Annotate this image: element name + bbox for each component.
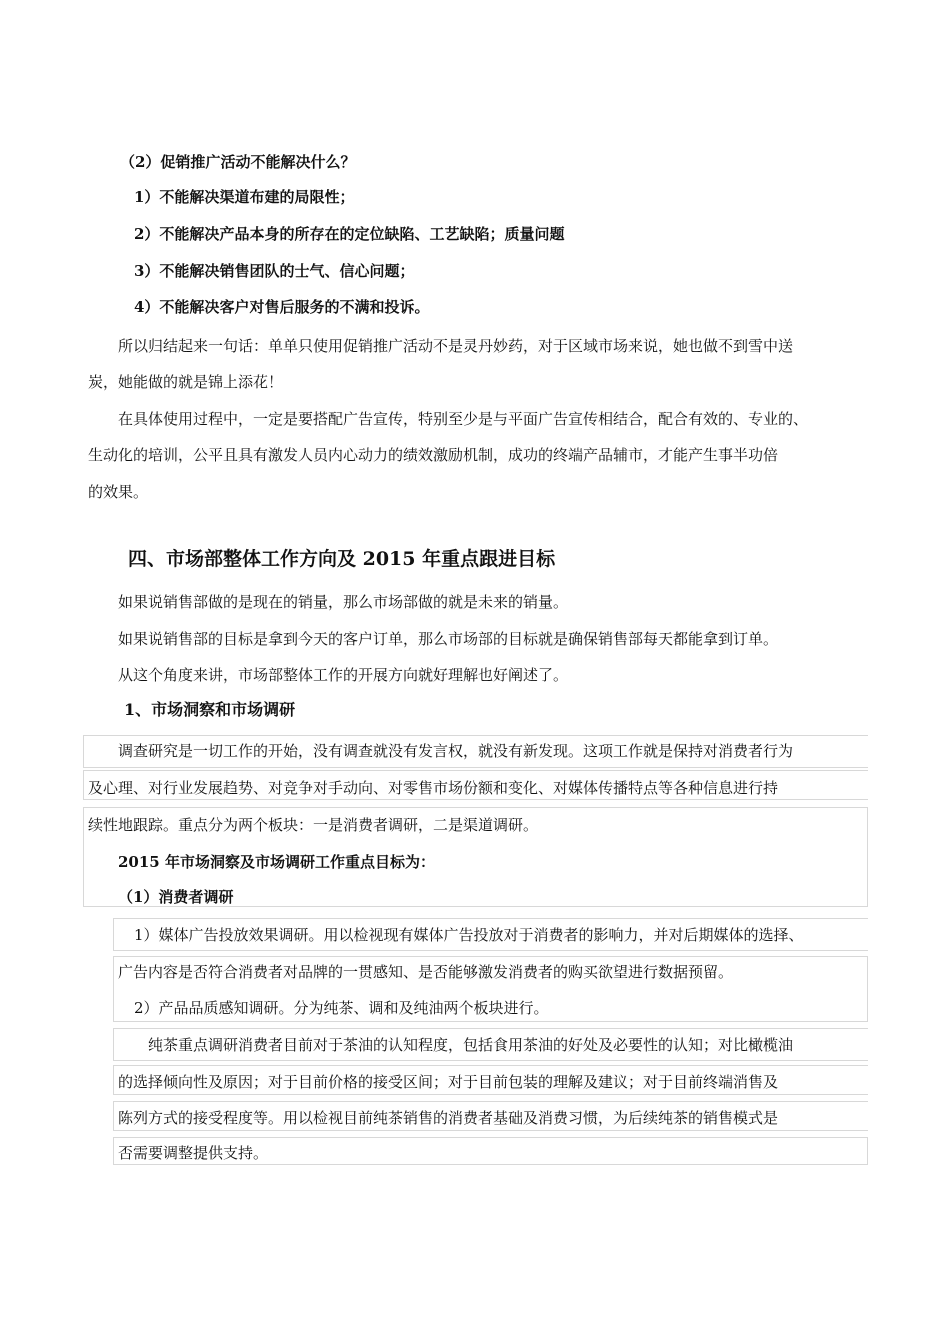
paragraph-line: 如果说销售部的目标是拿到今天的客户订单，那么市场部的目标就是确保销售部每天都能拿到订单。: [118, 630, 779, 648]
section-heading: 四、市场部整体工作方向及 2015 年重点跟进目标: [128, 548, 556, 570]
paragraph-line: 调查研究是一切工作的开始，没有调查就没有发言权，就没有新发现。这项工作就是保持对消费者行为: [118, 742, 794, 760]
paragraph-line: 否需要调整提供支持。: [118, 1144, 269, 1162]
subsection-heading: 1、市场洞察和市场调研: [124, 700, 296, 719]
paragraph-line: 纯茶重点调研消费者目前对于茶油的认知程度，包括食用茶油的好处及必要性的认知；对比橄榄油: [148, 1036, 794, 1054]
paragraph-line: 如果说销售部做的是现在的销量，那么市场部做的就是未来的销量。: [118, 593, 569, 611]
paragraph-line: 的效果。: [88, 483, 149, 501]
paragraph-line: 的选择倾向性及原因；对于目前价格的接受区间；对于目前包装的理解及建议；对于目前终端消售及: [118, 1073, 779, 1091]
paragraph-line: 2）产品品质感知调研。分为纯茶、调和及纯油两个板块进行。: [134, 999, 549, 1017]
list-item: 4）不能解决客户对售后服务的不满和投诉。: [134, 298, 430, 316]
paragraph-line: 所以归结起来一句话：单单只使用促销推广活动不是灵丹妙药，对于区域市场来说，她也做不到雪中送: [118, 337, 794, 355]
question-heading: （2）促销推广活动不能解决什么？: [120, 153, 356, 171]
paragraph-line: 炭，她能做的就是锦上添花！: [88, 373, 284, 391]
paragraph-line: 从这个角度来讲，市场部整体工作的开展方向就好理解也好阐述了。: [118, 666, 569, 684]
paragraph-line: 及心理、对行业发展趋势、对竞争对手动向、对零售市场份额和变化、对媒体传播特点等各种信息进行持: [88, 779, 779, 797]
list-item: 1）不能解决渠道布建的局限性；: [134, 188, 355, 206]
paragraph-line: 1）媒体广告投放效果调研。用以检视现有媒体广告投放对于消费者的影响力，并对后期媒体的选择、: [134, 926, 804, 944]
paragraph-line: 陈列方式的接受程度等。用以检视目前纯茶销售的消费者基础及消费习惯，为后续纯茶的销售模式是: [118, 1109, 779, 1127]
paragraph-line: 广告内容是否符合消费者对品牌的一贯感知、是否能够激发消费者的购买欲望进行数据预留。: [118, 963, 734, 981]
paragraph-line: 在具体使用过程中，一定是要搭配广告宣传，特别至少是与平面广告宣传相结合，配合有效的、专业的、: [118, 410, 809, 428]
paragraph-line: 生动化的培训，公平且具有激发人员内心动力的绩效激励机制，成功的终端产品辅市，才能产生事半功倍: [88, 446, 779, 464]
consumer-heading: （1）消费者调研: [118, 888, 234, 906]
list-item: 2）不能解决产品本身的所存在的定位缺陷、工艺缺陷；质量问题: [134, 225, 565, 243]
list-item: 3）不能解决销售团队的士气、信心问题；: [134, 262, 415, 280]
goal-heading: 2015 年市场洞察及市场调研工作重点目标为：: [118, 853, 435, 871]
paragraph-line: 续性地跟踪。重点分为两个板块：一是消费者调研，二是渠道调研。: [88, 816, 539, 834]
